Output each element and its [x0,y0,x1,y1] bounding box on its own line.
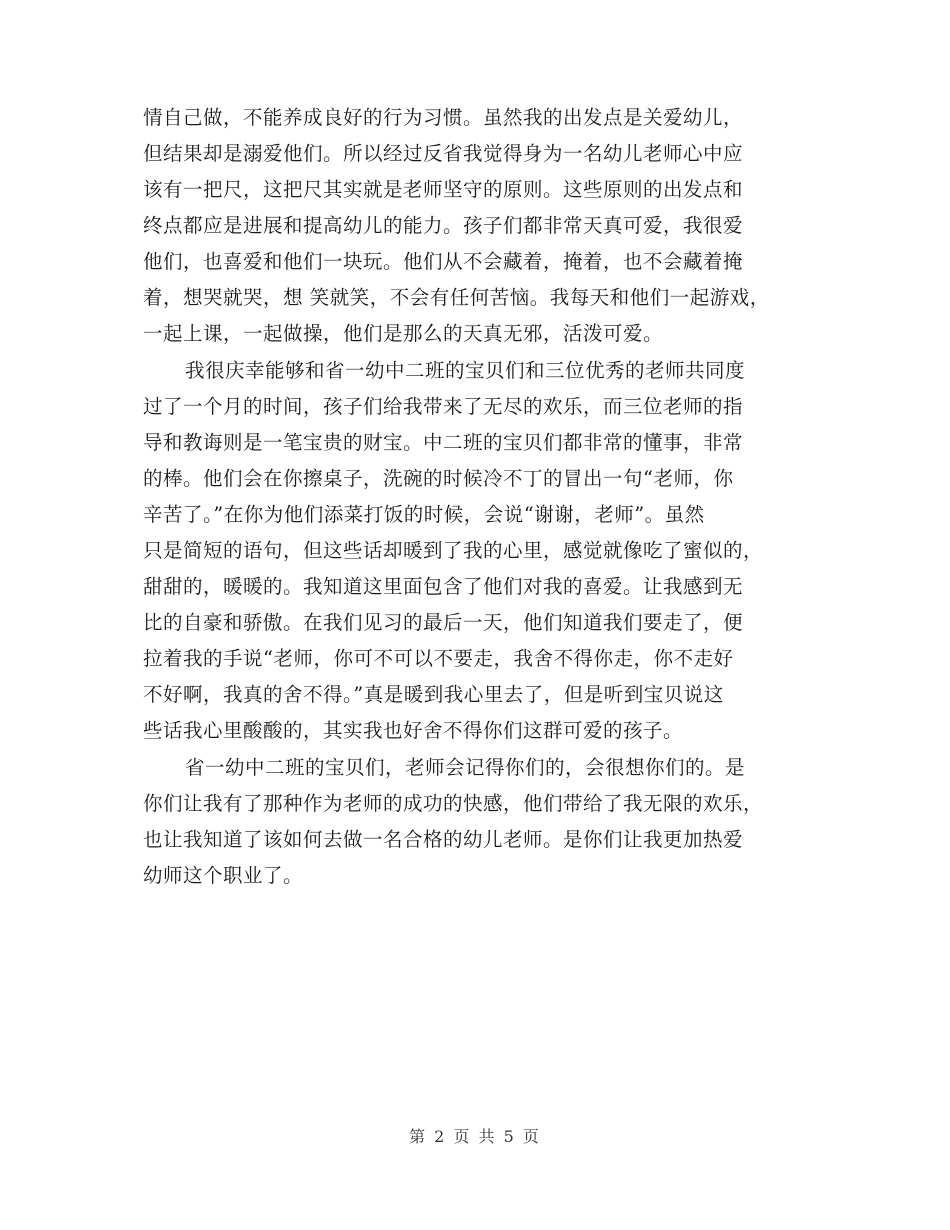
paragraph-first-line: 省一幼中二班的宝贝们，老师会记得你们的，会很想你们的。是 [185,756,746,779]
page-number-footer: 第 2 页 共 5 页 [409,1127,541,1146]
text-line: 情自己做，不能养成良好的行为习惯。虽然我的出发点是关爱幼儿， [143,106,744,129]
text-line: 也让我知道了该如何去做一名合格的幼儿老师。是你们让我更加热爱 [143,828,744,851]
text-line: 的棒。他们会在你擦桌子，洗碗的时候冷不丁的冒出一句“老师，你 [143,467,734,490]
text-line: 辛苦了。”在你为他们添菜打饭的时候，会说“谢谢，老师”。虽然 [143,503,705,526]
text-line: 过了一个月的时间，孩子们给我带来了无尽的欢乐，而三位老师的指 [143,395,744,418]
text-line: 比的自豪和骄傲。在我们见习的最后一天，他们知道我们要走了，便 [143,611,744,634]
text-line: 你们让我有了那种作为老师的成功的快感，他们带给了我无限的欢乐， [143,792,764,815]
text-line: 他们，也喜爱和他们一块玩。他们从不会藏着，掩着，也不会藏着掩 [143,250,744,273]
text-line: 一起上课，一起做操，他们是那么的天真无邪，活泼可爱。 [143,322,664,345]
text-line: 着，想哭就哭，想 笑就笑，不会有任何苦恼。我每天和他们一起游戏， [143,286,770,309]
text-line: 该有一把尺，这把尺其实就是老师坚守的原则。这些原则的出发点和 [143,178,744,201]
text-line: 拉着我的手说“老师，你可不可以不要走，我舍不得你走，你不走好 [143,647,734,670]
text-line: 导和教诲则是一笔宝贵的财宝。中二班的宝贝们都非常的懂事，非常 [143,431,744,454]
text-line: 些话我心里酸酸的，其实我也好舍不得你们这群可爱的孩子。 [143,719,684,742]
text-line: 终点都应是进展和提高幼儿的能力。孩子们都非常天真可爱，我很爱 [143,214,744,237]
text-line: 不好啊，我真的舍不得。”真是暖到我心里去了，但是听到宝贝说这 [143,683,724,706]
paragraph-first-line: 我很庆幸能够和省一幼中二班的宝贝们和三位优秀的老师共同度 [185,359,746,382]
text-line: 幼师这个职业了。 [143,864,304,887]
text-line: 甜甜的，暖暖的。我知道这里面包含了他们对我的喜爱。让我感到无 [143,575,744,598]
text-line: 但结果却是溺爱他们。所以经过反省我觉得身为一名幼儿老师心中应 [143,142,744,165]
text-line: 只是简短的语句，但这些话却暖到了我的心里，感觉就像吃了蜜似的， [143,539,764,562]
